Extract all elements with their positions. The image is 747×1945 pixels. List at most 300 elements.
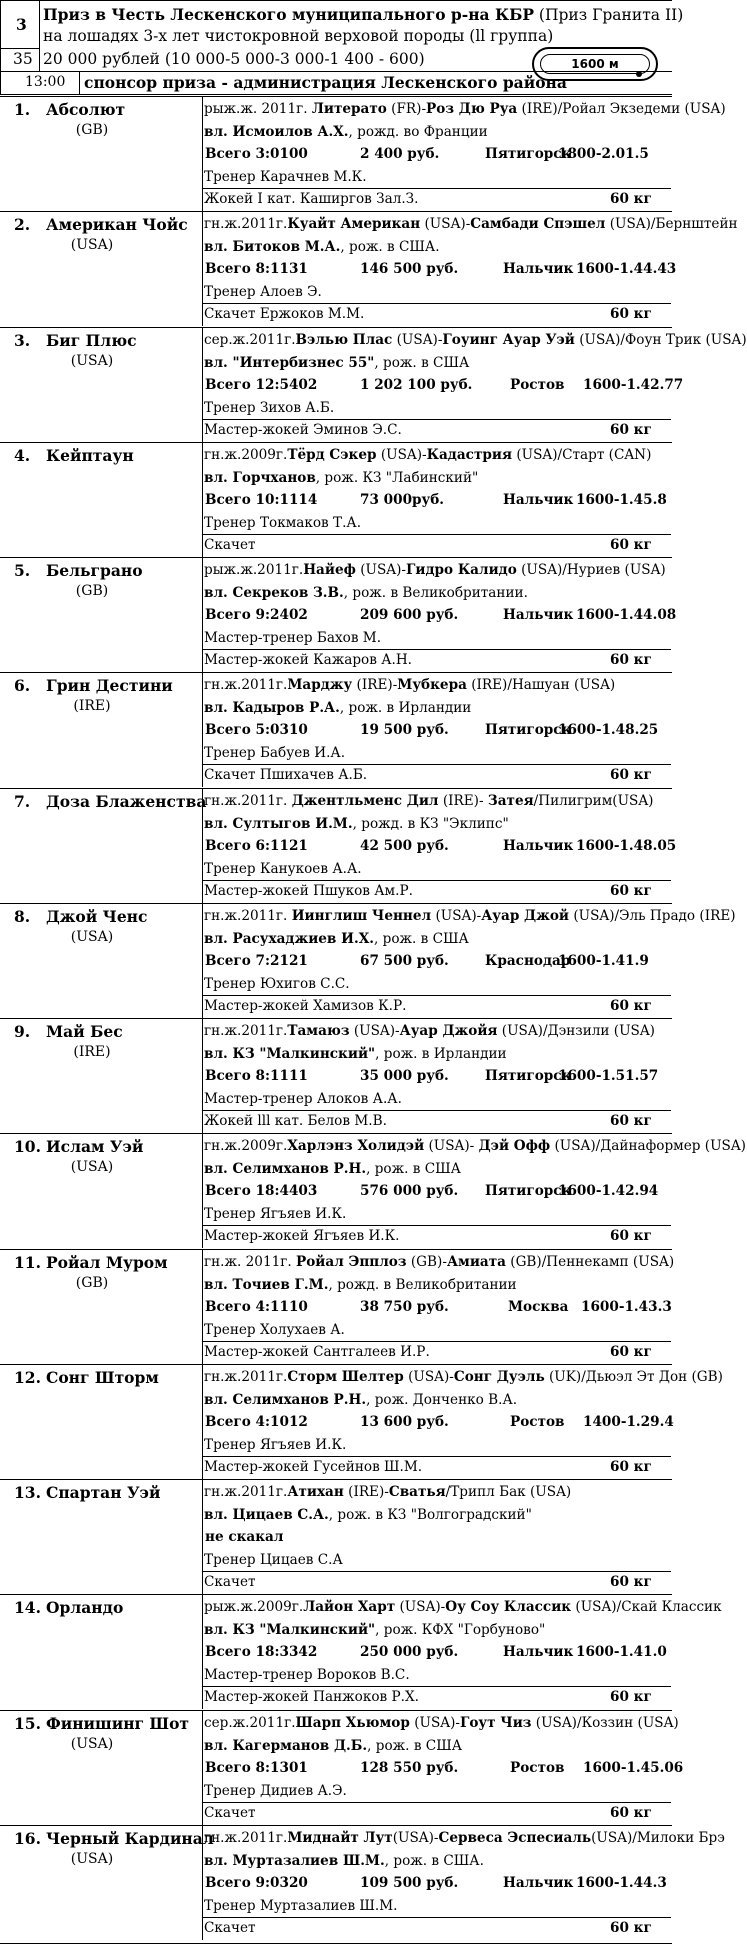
entry-16 xyxy=(0,1825,725,1940)
pedigree-line xyxy=(203,790,674,812)
horse-name: Спартан Уэй xyxy=(46,1483,161,1502)
sire-origin: (IRE)- xyxy=(343,1484,389,1500)
trainer-line xyxy=(203,973,674,995)
entry-number: 5. xyxy=(14,561,31,580)
sire-name: Лайон Харт xyxy=(303,1599,396,1615)
career-earnings: 146 500 руб. xyxy=(360,261,459,278)
pedigree-line xyxy=(203,329,747,351)
entry-6 xyxy=(0,672,672,787)
career-earnings: 13 600 руб. xyxy=(360,1414,449,1431)
stats-line xyxy=(203,1180,673,1202)
race-index: 35 xyxy=(13,50,33,68)
entry-details xyxy=(202,1825,725,1940)
jockey: Мастер-жокей Кажаров А.Н. xyxy=(204,652,412,669)
dam-name: Кадастрия xyxy=(426,447,512,463)
career-earnings: 128 550 руб. xyxy=(360,1760,459,1777)
race-conditions: на лошадях 3-х лет чистокровной верховой породы (ll группа) xyxy=(43,27,554,45)
best-time: 1600-1.41.9 xyxy=(558,953,649,970)
horse-name: Биг Плюс xyxy=(46,331,137,350)
stats-line xyxy=(203,258,677,280)
jockey: Скачет xyxy=(204,1574,256,1591)
breeder-info: , рожд. в КЗ "Эклипс" xyxy=(352,815,509,832)
trainer-line xyxy=(203,1088,674,1110)
sire-name: Ройал Эпплоз xyxy=(296,1254,407,1270)
jockey: Мастер-жокей Хамизов К.Р. xyxy=(204,998,407,1015)
carried-weight: 60 кг xyxy=(610,1574,652,1591)
best-time: 1600-1.48.25 xyxy=(558,722,659,739)
pedigree-line xyxy=(203,444,674,466)
horse-name: Май Бес xyxy=(46,1022,123,1041)
pedigree-color: гн.ж.2009г. xyxy=(204,447,288,463)
jockey-line xyxy=(203,880,674,902)
best-time: 1600-1.41.0 xyxy=(576,1644,667,1661)
horse-country: (GB) xyxy=(75,1275,109,1291)
sire-origin: (USA)- xyxy=(392,332,443,348)
jockey: Мастер-жокей Эминов Э.С. xyxy=(204,422,402,439)
horse-country: (USA) xyxy=(70,237,114,253)
jockey: Мастер-жокей Сантгалеев И.Р. xyxy=(204,1344,430,1361)
carried-weight: 60 кг xyxy=(610,1344,652,1361)
career-earnings: 42 500 руб. xyxy=(360,838,449,855)
pedigree-line xyxy=(203,1135,746,1157)
sire-name: Сторм Шелтер xyxy=(287,1369,404,1385)
horse-country: (IRE) xyxy=(73,1044,111,1060)
carried-weight: 60 кг xyxy=(610,883,652,900)
best-time: 1600-1.48.05 xyxy=(576,838,677,855)
dam-origin: (USA)/Коззин (USA) xyxy=(531,1715,679,1731)
sire-origin: (USA)- xyxy=(409,1715,460,1731)
horse-country: (USA) xyxy=(70,1159,114,1175)
owner-line xyxy=(203,1850,674,1872)
carried-weight: 60 кг xyxy=(610,998,652,1015)
owner-name: вл. Султыгов И.М. xyxy=(204,815,353,832)
best-time: 1600-1.44.3 xyxy=(576,1875,667,1892)
pedigree-color: гн.ж. 2011г. xyxy=(204,1254,297,1270)
horse-name: Сонг Шторм xyxy=(46,1368,159,1387)
trainer: Тренер Ягъяев И.К. xyxy=(204,1205,347,1222)
owner-name: вл. Битоков М.А. xyxy=(204,238,341,255)
entry-details xyxy=(202,1018,672,1133)
entry-number: 7. xyxy=(14,792,31,811)
sire-name: Тамаюз xyxy=(287,1023,350,1039)
pedigree-color: гн.ж.2011г. xyxy=(204,1023,288,1039)
owner-line xyxy=(203,1504,674,1526)
jockey-line xyxy=(203,1686,674,1708)
start-time-box xyxy=(0,71,80,95)
career-earnings: 109 500 руб. xyxy=(360,1875,459,1892)
owner-name: вл. КЗ "Малкинский" xyxy=(204,1621,376,1638)
finish-marker xyxy=(636,71,642,77)
pedigree-line xyxy=(203,1020,674,1042)
trainer: Тренер Холухаев А. xyxy=(204,1321,345,1338)
career-record: Всего 3:0100 xyxy=(205,146,308,163)
stats-line xyxy=(203,1872,673,1894)
career-earnings: 2 400 руб. xyxy=(360,146,440,163)
career-record: Всего 12:5402 xyxy=(205,377,318,394)
best-time-city: Нальчик xyxy=(503,838,574,855)
career-earnings: 250 000 руб. xyxy=(360,1644,459,1661)
entry-number: 2. xyxy=(14,215,31,234)
career-earnings: 35 000 руб. xyxy=(360,1068,449,1085)
horse-country: (USA) xyxy=(70,1851,114,1867)
owner-name: вл. Кагерманов Д.Б. xyxy=(204,1737,368,1754)
breeder-info: , рож. Донченко В.А. xyxy=(366,1391,518,1408)
best-time: 1600-1.42.94 xyxy=(558,1183,659,1200)
trainer-line xyxy=(203,627,674,649)
sire-origin: (GB)- xyxy=(406,1254,447,1270)
entry-number: 13. xyxy=(14,1483,41,1502)
sire-name: Миднайт Лут xyxy=(287,1830,393,1846)
pedigree-line xyxy=(203,1596,722,1618)
sire-name: Вэлью Плас xyxy=(295,332,393,348)
trainer-line xyxy=(203,1434,674,1456)
entry-details xyxy=(202,1249,675,1364)
career-earnings: 576 000 руб. xyxy=(360,1183,459,1200)
entry-3 xyxy=(0,327,747,442)
breeder-info: , рож. в Великобритании. xyxy=(343,584,528,601)
dam-origin: (USA)/Милоки Брэ xyxy=(591,1830,725,1846)
dam-name: Роз Дю Руа xyxy=(426,101,518,117)
owner-name: вл. Селимханов Р.Н. xyxy=(204,1391,367,1408)
pedigree-line xyxy=(203,559,674,581)
race-title-sub: (Приз Гранита II) xyxy=(534,6,684,24)
sire-name: Литерато xyxy=(311,101,387,117)
career-record: Всего 8:1131 xyxy=(205,261,308,278)
career-earnings: 19 500 руб. xyxy=(360,722,449,739)
sire-origin: (IRE)- xyxy=(438,793,488,809)
pedigree-line xyxy=(203,905,736,927)
jockey-line xyxy=(203,1341,674,1363)
trainer: Тренер Дидиев А.Э. xyxy=(204,1782,347,1799)
dam-origin: (USA)/Дайнаформер (USA) xyxy=(550,1138,746,1154)
start-time: 13:00 xyxy=(25,74,66,90)
horse-name: Кейптаун xyxy=(46,446,134,465)
owner-line xyxy=(203,1274,674,1296)
jockey-line xyxy=(203,1571,674,1593)
horse-name: Ройал Муром xyxy=(46,1253,168,1272)
horse-name: Финишинг Шот xyxy=(46,1714,190,1733)
pedigree-line xyxy=(203,98,726,120)
entry-number: 15. xyxy=(14,1714,41,1733)
career-record: Всего 8:1301 xyxy=(205,1760,308,1777)
trainer: Тренер Муртазалиев Ш.М. xyxy=(204,1897,398,1914)
dam-origin: (UK)/Дьюэл Эт Дон (GB) xyxy=(544,1369,723,1385)
race-number: 3 xyxy=(16,15,27,34)
trainer-line xyxy=(203,1780,674,1802)
trainer-line xyxy=(203,397,674,419)
dam-name: Оу Соу Классик xyxy=(445,1599,572,1615)
dam-origin: (USA)/Скай Классик xyxy=(571,1599,722,1615)
pedigree-line xyxy=(203,1251,674,1273)
trainer: Мастер-тренер Алоков А.А. xyxy=(204,1090,402,1107)
sire-name: Куайт Американ xyxy=(287,216,421,232)
trainer-line xyxy=(203,1664,674,1686)
dam-name: Самбади Спэшел xyxy=(470,216,606,232)
sire-origin: (USA)- xyxy=(349,1023,400,1039)
jockey-line xyxy=(203,1917,674,1939)
stats-line xyxy=(203,1641,673,1663)
entry-details xyxy=(202,96,726,211)
bottom-rule xyxy=(0,1943,672,1944)
entry-details xyxy=(202,903,736,1018)
best-time-city: Нальчик xyxy=(503,607,574,624)
stats-line xyxy=(203,374,684,396)
breeder-info: , рож. КЗ "Лабинский" xyxy=(315,469,479,486)
jockey-line xyxy=(203,303,674,325)
jockey: Мастер-жокей Ягъяев И.К. xyxy=(204,1228,400,1245)
entry-2 xyxy=(0,211,738,326)
entry-details xyxy=(202,442,672,557)
jockey: Жокей lll кат. Белов М.В. xyxy=(204,1113,387,1130)
stats-line xyxy=(203,604,677,626)
career-earnings: 209 600 руб. xyxy=(360,607,459,624)
horse-name: Орландо xyxy=(46,1598,124,1617)
carried-weight: 60 кг xyxy=(610,537,652,554)
horse-name: Абсолют xyxy=(46,100,126,119)
owner-line xyxy=(203,928,674,950)
trainer-line xyxy=(203,1203,674,1225)
carried-weight: 60 кг xyxy=(610,1459,652,1476)
jockey-line xyxy=(203,1225,674,1247)
dam-origin: (IRE)/Ройал Экзедеми (USA) xyxy=(517,101,726,117)
pedigree-color: гн.ж.2011г. xyxy=(204,1369,288,1385)
horse-name: Бельграно xyxy=(46,561,143,580)
breeder-info: , рож. в КЗ "Волгоградский" xyxy=(328,1506,532,1523)
career-record: Всего 4:1012 xyxy=(205,1414,308,1431)
sire-origin: (USA)- xyxy=(424,1138,479,1154)
carried-weight: 60 кг xyxy=(610,1689,652,1706)
jockey-line xyxy=(203,188,674,210)
pedigree-color: гн.ж.2011г. xyxy=(204,1484,288,1500)
stats-line xyxy=(203,1411,673,1433)
career-record: не скакал xyxy=(205,1529,284,1546)
owner-line xyxy=(203,467,674,489)
stats-line xyxy=(203,835,677,857)
sire-name: Шарп Хьюмор xyxy=(295,1715,410,1731)
career-record: Всего 7:2121 xyxy=(205,953,308,970)
entry-11 xyxy=(0,1249,675,1364)
jockey: Скачет xyxy=(204,1805,256,1822)
pedigree-line xyxy=(203,1481,674,1503)
pedigree-color: сер.ж.2011г. xyxy=(204,1715,296,1731)
dam-origin: (USA)/Бернштейн xyxy=(605,216,738,232)
breeder-info: , рож. в Ирландии xyxy=(375,1045,507,1062)
best-time-city: Ростов xyxy=(510,377,565,394)
owner-line xyxy=(203,582,674,604)
best-time-city: Нальчик xyxy=(503,1644,574,1661)
carried-weight: 60 кг xyxy=(610,652,652,669)
entry-13 xyxy=(0,1479,672,1594)
jockey: Скачет xyxy=(204,1920,256,1937)
career-record: Всего 4:1110 xyxy=(205,1299,308,1316)
entry-8 xyxy=(0,903,736,1018)
race-index-box xyxy=(0,48,40,72)
best-time: 1400-1.29.4 xyxy=(583,1414,674,1431)
sire-origin: (USA)- xyxy=(395,1599,446,1615)
pedigree-color: гн.ж.2011г. xyxy=(204,1830,288,1846)
entry-14 xyxy=(0,1594,722,1709)
best-time-city: Ростов xyxy=(510,1414,565,1431)
owner-line xyxy=(203,236,674,258)
best-time-city: Нальчик xyxy=(503,492,574,509)
best-time: 1800-2.01.5 xyxy=(558,146,649,163)
career-record: Всего 10:1114 xyxy=(205,492,318,509)
career-earnings: 38 750 руб. xyxy=(360,1299,449,1316)
carried-weight: 60 кг xyxy=(610,1113,652,1130)
career-record: Всего 5:0310 xyxy=(205,722,308,739)
owner-line xyxy=(203,1619,674,1641)
sire-origin: (FR)- xyxy=(386,101,427,117)
jockey-line xyxy=(203,764,674,786)
carried-weight: 60 кг xyxy=(610,422,652,439)
jockey-line xyxy=(203,1110,674,1132)
owner-line xyxy=(203,697,674,719)
entry-number: 12. xyxy=(14,1368,41,1387)
best-time-city: Ростов xyxy=(510,1760,565,1777)
pedigree-line xyxy=(203,213,738,235)
pedigree-color: рыж.ж.2011г. xyxy=(204,562,304,578)
stats-line xyxy=(203,489,673,511)
owner-line xyxy=(203,1389,674,1411)
pedigree-color: гн.ж.2011г. xyxy=(204,216,288,232)
dam-origin: (GB)/Пеннекамп (USA) xyxy=(505,1254,675,1270)
entry-details xyxy=(202,211,738,326)
breeder-info: , рож. в США. xyxy=(340,238,440,255)
sire-name: Найеф xyxy=(303,562,356,578)
dam-origin: /Трипл Бак (USA) xyxy=(445,1484,572,1500)
career-earnings: 1 202 100 руб. xyxy=(360,377,473,394)
jockey: Скачет xyxy=(204,537,256,554)
trainer-line xyxy=(203,1895,674,1917)
entry-10 xyxy=(0,1133,746,1248)
horse-country: (USA) xyxy=(70,1736,114,1752)
career-record: Всего 6:1121 xyxy=(205,838,308,855)
career-record: Всего 9:0320 xyxy=(205,1875,308,1892)
jockey: Скачет Ержоков М.М. xyxy=(204,306,365,323)
owner-name: вл. КЗ "Малкинский" xyxy=(204,1045,376,1062)
sire-origin: (USA)- xyxy=(355,562,406,578)
pedigree-color: сер.ж.2011г. xyxy=(204,332,296,348)
trainer: Тренер Бабуев И.А. xyxy=(204,744,346,761)
trainer-line xyxy=(203,1319,674,1341)
owner-line xyxy=(203,1735,674,1757)
best-time: 1600-1.45.06 xyxy=(583,1760,684,1777)
career-record: Всего 18:3342 xyxy=(205,1644,318,1661)
entry-number: 1. xyxy=(14,100,31,119)
best-time-city: Пятигорск xyxy=(485,1068,572,1085)
owner-name: вл. Кадыров Р.А. xyxy=(204,699,340,716)
horse-name: Ислам Уэй xyxy=(46,1137,144,1156)
career-record: Всего 18:4403 xyxy=(205,1183,318,1200)
stats-line xyxy=(203,950,673,972)
breeder-info: , рож. в Ирландии xyxy=(339,699,472,716)
owner-line xyxy=(203,1158,674,1180)
best-time: 1600-1.43.3 xyxy=(581,1299,672,1316)
entry-details xyxy=(202,672,672,787)
sire-origin: (USA)- xyxy=(403,1369,454,1385)
dam-origin: (USA)/Нуриев (USA) xyxy=(516,562,666,578)
pedigree-color: гн.ж.2011г. xyxy=(204,677,288,693)
pedigree-line xyxy=(203,1712,679,1734)
best-time: 1600-1.44.08 xyxy=(576,607,677,624)
trainer-line xyxy=(203,166,674,188)
career-earnings: 67 500 руб. xyxy=(360,953,449,970)
carried-weight: 60 кг xyxy=(610,767,652,784)
dam-name: Затея xyxy=(487,793,534,809)
entry-15 xyxy=(0,1710,684,1825)
sire-origin: (USA)- xyxy=(420,216,471,232)
carried-weight: 60 кг xyxy=(610,1228,652,1245)
sire-name: Джентльменс Дил xyxy=(291,793,439,809)
dam-name: Сонг Дуэль xyxy=(453,1369,545,1385)
best-time-city: Пятигорск xyxy=(485,722,572,739)
sire-name: Иинглиш Ченнел xyxy=(291,908,432,924)
best-time-city: Пятигорск xyxy=(485,146,572,163)
breeder-info: , рож. в США xyxy=(367,1737,462,1754)
best-time: 1600-1.44.43 xyxy=(576,261,677,278)
horse-country: (GB) xyxy=(75,583,109,599)
owner-line xyxy=(203,813,674,835)
dam-origin: (USA)/Эль Прадо (IRE) xyxy=(569,908,736,924)
jockey-line xyxy=(203,1456,674,1478)
race-title xyxy=(43,5,683,25)
entry-4 xyxy=(0,442,672,557)
entry-details xyxy=(202,1594,722,1709)
dam-origin: /Пилигрим(USA) xyxy=(533,793,654,809)
dam-origin: (USA)/Старт (CAN) xyxy=(512,447,652,463)
stats-line xyxy=(203,1296,673,1318)
track-diagram xyxy=(532,47,658,81)
horse-name: Черный Кардинал xyxy=(46,1829,214,1848)
jockey: Жокей I кат. Каширгов Зал.З. xyxy=(204,191,419,208)
stats-line xyxy=(203,1065,673,1087)
trainer: Тренер Цицаев С.А xyxy=(204,1551,343,1568)
horse-name: Джой Ченс xyxy=(46,907,148,926)
stats-line xyxy=(203,1757,684,1779)
entry-7 xyxy=(0,788,677,903)
sire-name: Харлэнз Холидэй xyxy=(287,1138,425,1154)
breeder-info: , рож. в США xyxy=(374,354,470,371)
track-distance: 1600 м xyxy=(571,57,619,71)
dam-name: Дэй Офф xyxy=(478,1138,551,1154)
best-time: 1600-1.51.57 xyxy=(558,1068,659,1085)
sponsor-text: спонсор приза - администрация Лескенского района xyxy=(84,73,567,92)
horse-country: (GB) xyxy=(75,122,109,138)
best-time-city: Нальчик xyxy=(503,1875,574,1892)
entry-number: 8. xyxy=(14,907,31,926)
dam-name: Амиата xyxy=(446,1254,506,1270)
owner-name: вл. Муртазалиев Ш.М. xyxy=(204,1852,385,1869)
dam-name: Ауар Джойя xyxy=(399,1023,498,1039)
entry-9 xyxy=(0,1018,672,1133)
horse-name: Грин Дестини xyxy=(46,676,173,695)
dam-name: Сервеса Эспесиаль xyxy=(438,1830,592,1846)
entry-number: 11. xyxy=(14,1253,41,1272)
sire-origin: (USA)- xyxy=(431,908,482,924)
owner-name: вл. Цицаев С.А. xyxy=(204,1506,329,1523)
entry-number: 6. xyxy=(14,676,31,695)
sire-origin: (USA)- xyxy=(392,1830,439,1846)
best-time-city: Пятигорск xyxy=(485,1183,572,1200)
entry-1 xyxy=(0,96,726,211)
breeder-info: , рож. в США xyxy=(373,930,469,947)
owner-name: вл. Расухаджиев И.Х. xyxy=(204,930,374,947)
career-record: Всего 9:2402 xyxy=(205,607,308,624)
race-prize: 20 000 рублей (10 000-5 000-3 000-1 400 - 600) xyxy=(43,50,425,68)
trainer-line xyxy=(203,512,674,534)
jockey: Скачет Пшихачев А.Б. xyxy=(204,767,368,784)
race-title-main: Приз в Честь Лескенского муниципального р-на КБР xyxy=(43,5,534,24)
